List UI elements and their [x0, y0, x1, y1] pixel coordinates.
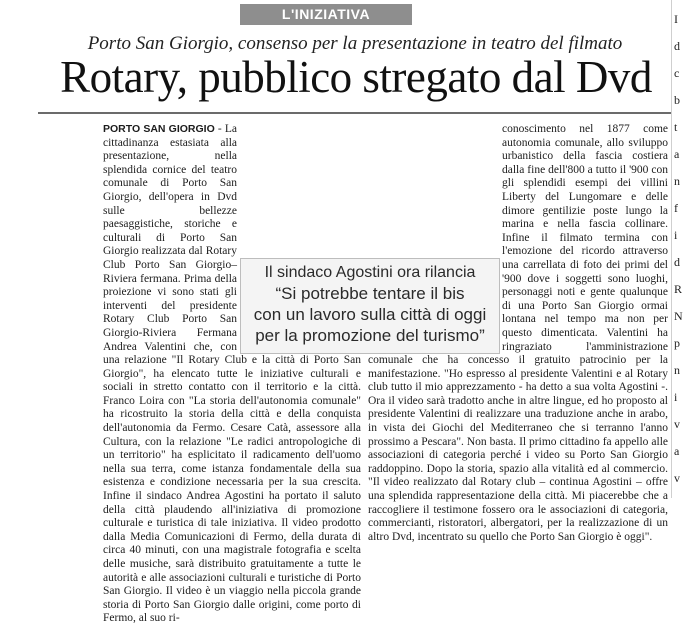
adjacent-glyph: R: [674, 282, 683, 296]
adjacent-glyph: t: [674, 120, 678, 134]
adjacent-glyph: f: [674, 201, 678, 215]
adjacent-glyph: a: [674, 147, 680, 161]
adjacent-glyph: n: [674, 174, 680, 188]
adjacent-glyph: n: [674, 363, 680, 377]
pullquote-box: [240, 258, 500, 354]
adjacent-glyph: N: [674, 309, 683, 323]
adjacent-glyph: b: [674, 93, 680, 107]
adjacent-glyph: d: [674, 255, 680, 269]
section-label: L'INIZIATIVA: [281, 6, 371, 22]
adjacent-glyph: i: [674, 228, 678, 242]
pullquote-line-4: per la promozione del turismo”: [255, 326, 485, 345]
adjacent-article-glyphs: [674, 6, 683, 492]
pullquote-line-3: con un lavoro sulla città di oggi: [253, 305, 487, 324]
adjacent-glyph: i: [674, 390, 678, 404]
article-text-right: conoscimento nel 1877 come autonomia comunale, allo sviluppo urbanistico della fascia costiera dalla fine dell'800 a tutto il '900 con gli splendidi esempi dei villini Liberty del Lungomare e delle dimore gentilizie poste lungo la marina e nella fascia collinare. Infine il filmato termina con l'emozione del ricordo attraverso una carrellata di foto dei primi del '900 dove i soggetti sono luoghi, personaggi noti e gente qualunque di una Porto San Giorgio ormai lontana nel tempo ma non per questo dimenticata. Valentini ha ringraziato l'amministrazione comunale che ha concesso il gratuito patrocinio per la manifestazione. "Ho espresso al presidente Valentini e al Rotary club tutto il mio apprezzamento - ha detto a sua volta Agostini -. Ora il video sarà tradotto anche in altre lingue, ed ho proposto al presidente Valentini di realizzare una traduzione anche in arabo, in vista dei Giochi del Mediterraneo che si terranno l'anno prossimo a Pescara". Non basta. Il primo cittadino fa appello alle associazioni di categoria perché i video su Porto San Giorgio raddoppino. Dopo la storia, spazio alla vitalità ed al commercio. "Il video realizzato dal Rotary club – continua Agostini – offre una splendida rappresentazione della città. Mi piacerebbe che a raccogliere il testimone fossero ora le associazioni di categoria, commercianti, ristoratori, albergatori, per la realizzazione di un altro Dvd, incentrato su quello che Porto San Giorgio è oggi".: [368, 123, 668, 543]
adjacent-article-edge: [671, 0, 686, 498]
headline-rule: [38, 112, 672, 114]
kicker: Porto San Giorgio, consenso per la presentazione in teatro del filmato: [87, 33, 623, 54]
adjacent-glyph: c: [674, 66, 680, 80]
adjacent-glyph: v: [674, 471, 680, 485]
adjacent-glyph: a: [674, 444, 680, 458]
pullquote-line-1: Il sindaco Agostini ora rilancia: [264, 264, 476, 281]
adjacent-glyph: v: [674, 417, 680, 431]
adjacent-glyph: I: [674, 12, 678, 26]
dateline: PORTO SAN GIORGIO: [103, 123, 215, 135]
adjacent-glyph: d: [674, 39, 680, 53]
headline: Rotary, pubblico stregato dal Dvd: [60, 52, 652, 102]
section-band: [240, 4, 412, 25]
article-text-left: - La cittadinanza estasiata alla presentazione, nella splendida cornice del teatro comunale di Porto San Giorgio, dell'opera in Dvd sulle bellezze paesaggistiche, storiche e culturali di Porto San Giorgio realizzata dal Rotary Club Porto San Giorgio–Riviera fermana. Prima della proiezione vi sono stati gli interventi del presidente Rotary Club Porto San Giorgio-Riviera Fermana Andrea Valentini che, con una relazione "Il Rotary Club e la città di Porto San Giorgio", ha elencato tutte le iniziative culturali e sociali in stretto contatto con il territorio e la città. Franco Loira con "La storia dell'autonomia comunale" ha ricostruito la storia della città e della conquista dell'autonomia da Fermo. Cesare Catà, assessore alla Cultura, con la relazione "Le radici antropologiche di un territorio" ha esplicitato il radicamento dell'uomo nella sua terra, come istanza fondamentale della sua esistenza e condizione necessaria per la sua crescita. Infine il sindaco Andrea Agostini ha portato il saluto della città plaudendo all'iniziativa di promozione culturale e turistica di tale iniziativa. Il video prodotto dalla Media Comunicazioni di Fermo, della durata di circa 40 minuti, con una magistrale fotografia e scelta delle musiche, sarà distribuito gratuitamente a tutte le autorità e alle associazioni culturali e turistiche di Porto San Giorgio. Il video è un viaggio nella piccola grande storia di Porto San Giorgio dalle origini, come porto di Fermo, al suo ri-: [103, 123, 361, 625]
pullquote-line-2: “Si potrebbe tentare il bis: [275, 284, 465, 303]
adjacent-glyph: p: [674, 336, 680, 350]
